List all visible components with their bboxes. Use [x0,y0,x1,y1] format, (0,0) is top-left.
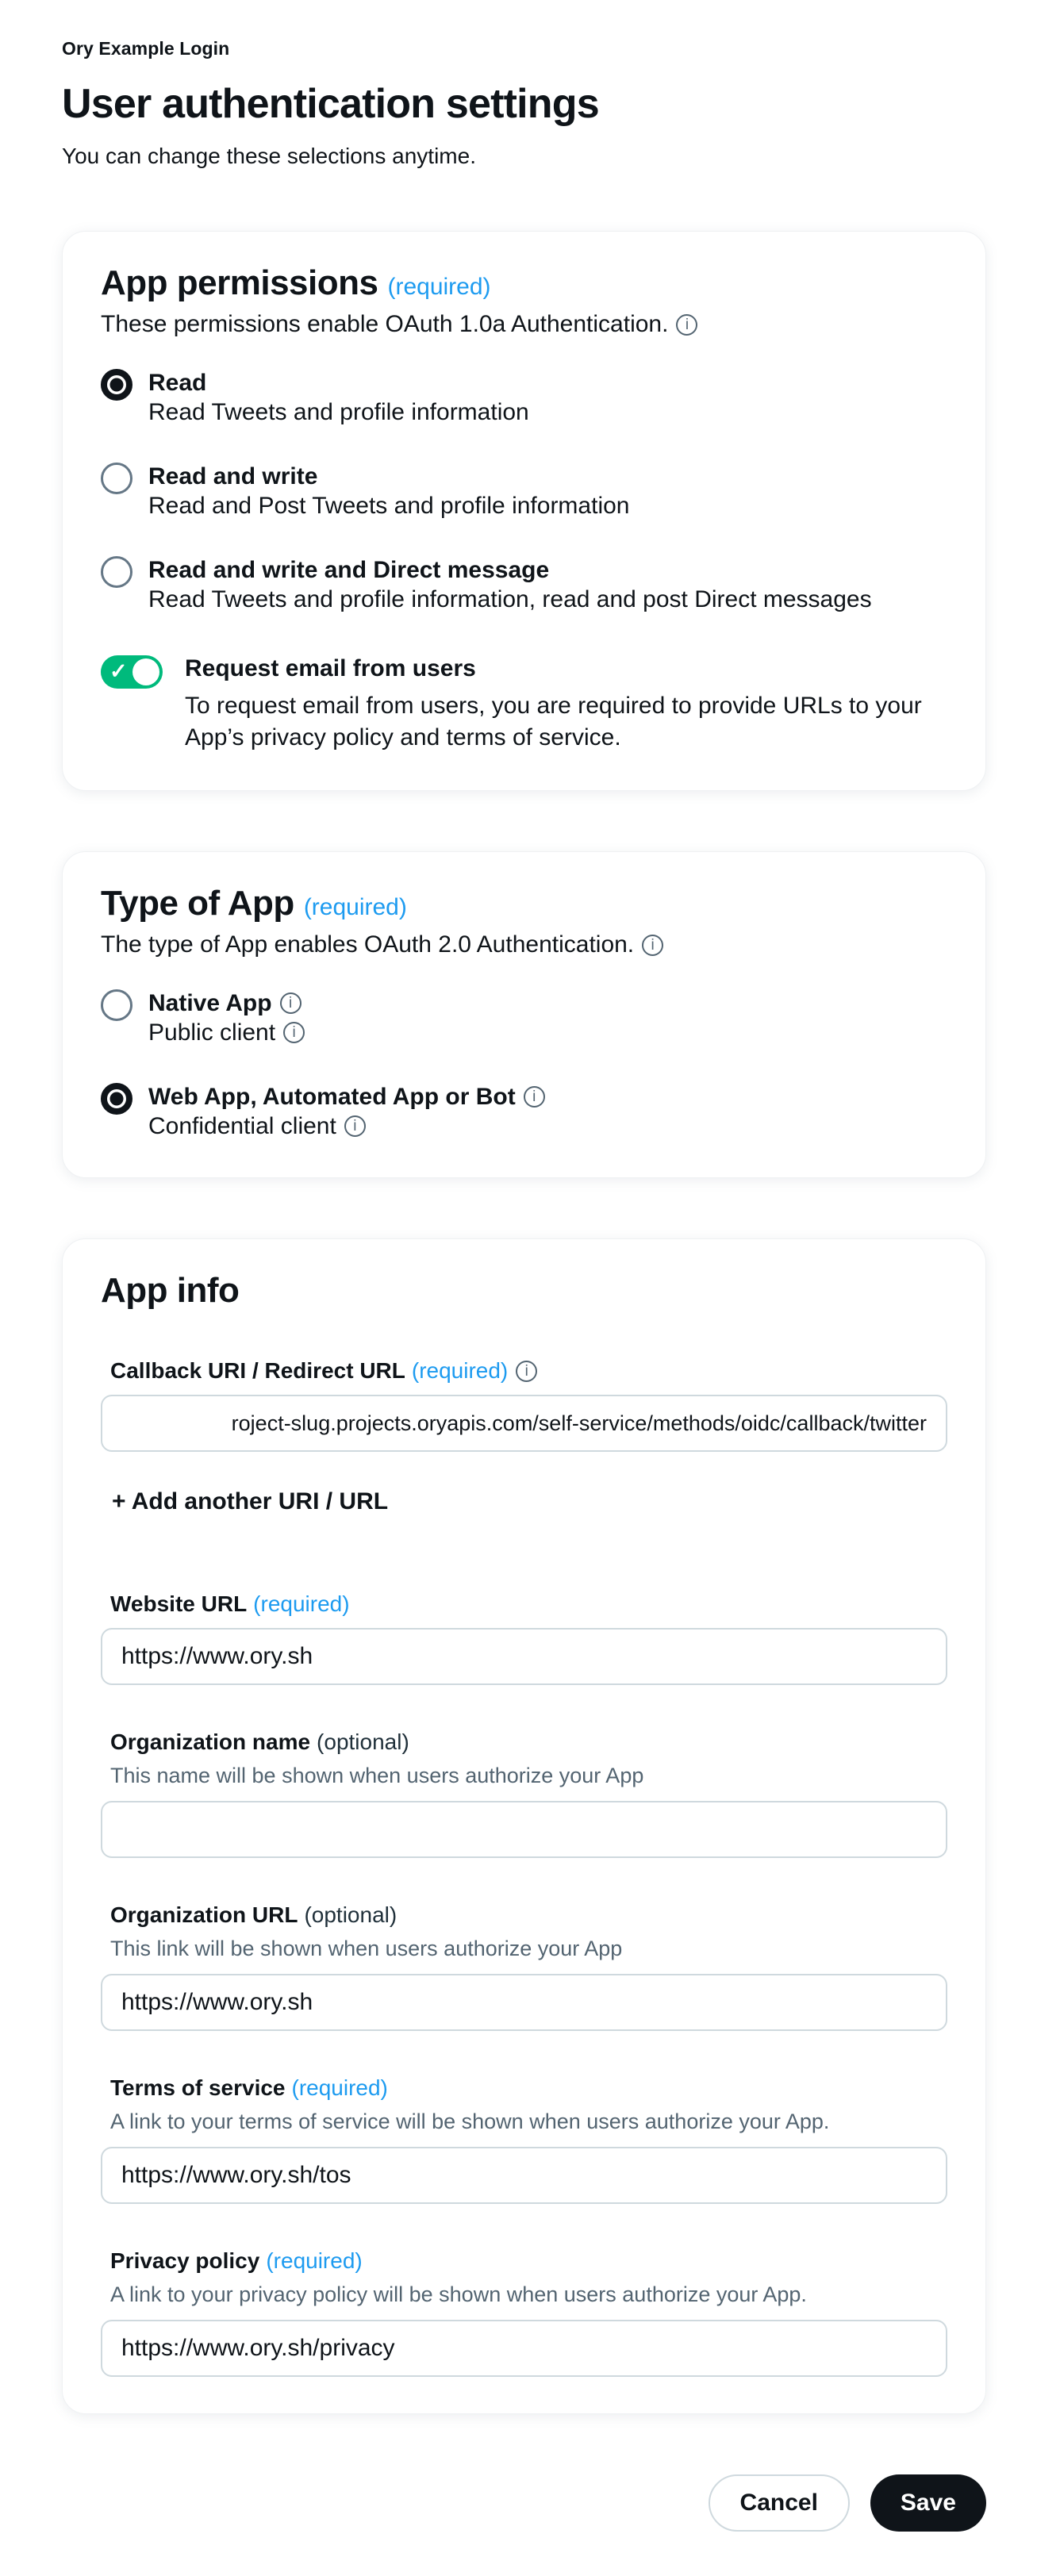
radio-read[interactable] [101,369,132,401]
radio-description: Read Tweets and profile information, read and post Direct messages [148,586,872,612]
card-title-text: Type of App [101,884,294,923]
check-icon: ✓ [109,659,128,683]
request-email-toggle[interactable] [101,655,163,689]
field-label: Terms of service (required) [110,2075,388,2100]
radio-option-read[interactable] [101,368,947,427]
required-badge: (required) [387,274,491,300]
app-info-card [62,1238,986,2414]
radio-label: Read and write and Direct message [148,557,550,583]
radio-option-read-write[interactable] [101,462,947,520]
radio-label: Read and write [148,463,318,489]
org-name-input[interactable] [101,1801,947,1858]
org-url-input[interactable] [101,1974,947,2031]
info-icon[interactable] [524,1086,545,1108]
org-name-field [101,1729,947,1858]
required-badge: (required) [291,2075,388,2100]
radio-label: Read [148,370,207,396]
required-badge: (required) [253,1591,350,1616]
required-badge: (required) [303,894,407,920]
field-hint: A link to your terms of service will be shown when users authorize your App. [110,2110,830,2133]
page-subtitle: You can change these selections anytime. [62,144,476,168]
card-subtitle [101,311,947,338]
type-of-app-card [62,851,986,1178]
field-hint: This name will be shown when users authorize your App [110,1764,644,1787]
callback-url-field [101,1358,947,1452]
card-title [101,1271,947,1311]
required-badge: (required) [266,2248,363,2273]
radio-option-native-app[interactable] [101,989,947,1047]
info-icon[interactable] [280,992,301,1014]
card-subtitle [101,931,947,958]
page-title: User authentication settings [62,81,599,127]
info-icon[interactable] [283,1022,305,1043]
info-icon[interactable] [676,314,697,336]
info-icon[interactable] [516,1361,537,1382]
field-label: Privacy policy (required) [110,2248,363,2273]
tos-input[interactable] [101,2147,947,2204]
radio-sublabel: Public client i [148,1018,305,1047]
field-label: Website URL (required) [110,1591,350,1616]
footer-actions [62,2474,986,2532]
card-title [101,884,947,923]
card-title-text: App permissions [101,263,378,302]
optional-badge: (optional) [304,1902,398,1927]
radio-label: Web App, Automated App or Bot i [148,1082,545,1111]
required-badge: (required) [411,1358,509,1383]
org-url-field [101,1902,947,2031]
radio-label: Native App i [148,989,305,1018]
optional-badge: (optional) [317,1729,409,1754]
radio-option-read-write-dm[interactable] [101,555,947,614]
privacy-policy-field [101,2248,947,2377]
save-button[interactable]: Save [870,2474,986,2532]
app-title: Ory Example Login [62,38,230,59]
field-hint: A link to your privacy policy will be shown when users authorize your App. [110,2282,807,2306]
field-label: Organization URL (optional) [110,1902,398,1927]
callback-url-input[interactable]: roject-slug.projects.oryapis.com/self-service/methods/oidc/callback/twitter [101,1395,947,1452]
radio-option-web-app[interactable] [101,1082,947,1141]
card-title [101,263,947,303]
field-hint: This link will be shown when users authorize your App [110,1937,623,1960]
cancel-button[interactable]: Cancel [709,2474,850,2532]
card-subtitle-text: These permissions enable OAuth 1.0a Authentication. [101,311,669,337]
radio-read-write-dm[interactable] [101,556,132,588]
type-radio-group [101,989,947,1141]
field-label: Callback URI / Redirect URL (required) i [110,1358,947,1384]
privacy-policy-input[interactable] [101,2320,947,2377]
toggle-knob [132,658,159,685]
add-url-button[interactable]: + Add another URI / URL [112,1488,389,1515]
radio-sublabel: Confidential client i [148,1111,545,1141]
toggle-label: Request email from users [185,655,476,681]
radio-description: Read Tweets and profile information [148,399,529,425]
radio-read-write[interactable] [101,463,132,494]
info-icon[interactable] [344,1115,366,1137]
request-email-toggle-row [101,654,947,754]
radio-web-app[interactable] [101,1083,132,1115]
radio-native-app[interactable] [101,989,132,1021]
app-permissions-card [62,231,986,791]
permissions-radio-group [101,368,947,614]
toggle-description: To request email from users, you are required to provide URLs to your App’s privacy policy and terms of service. [185,693,922,751]
tos-field [101,2075,947,2204]
card-subtitle-text: The type of App enables OAuth 2.0 Authentication. [101,931,635,958]
info-icon[interactable] [642,935,663,956]
field-label: Organization name (optional) [110,1729,409,1754]
website-url-input[interactable] [101,1628,947,1685]
card-title-text: App info [101,1271,240,1310]
website-url-field [101,1591,947,1685]
radio-description: Read and Post Tweets and profile information [148,493,630,519]
